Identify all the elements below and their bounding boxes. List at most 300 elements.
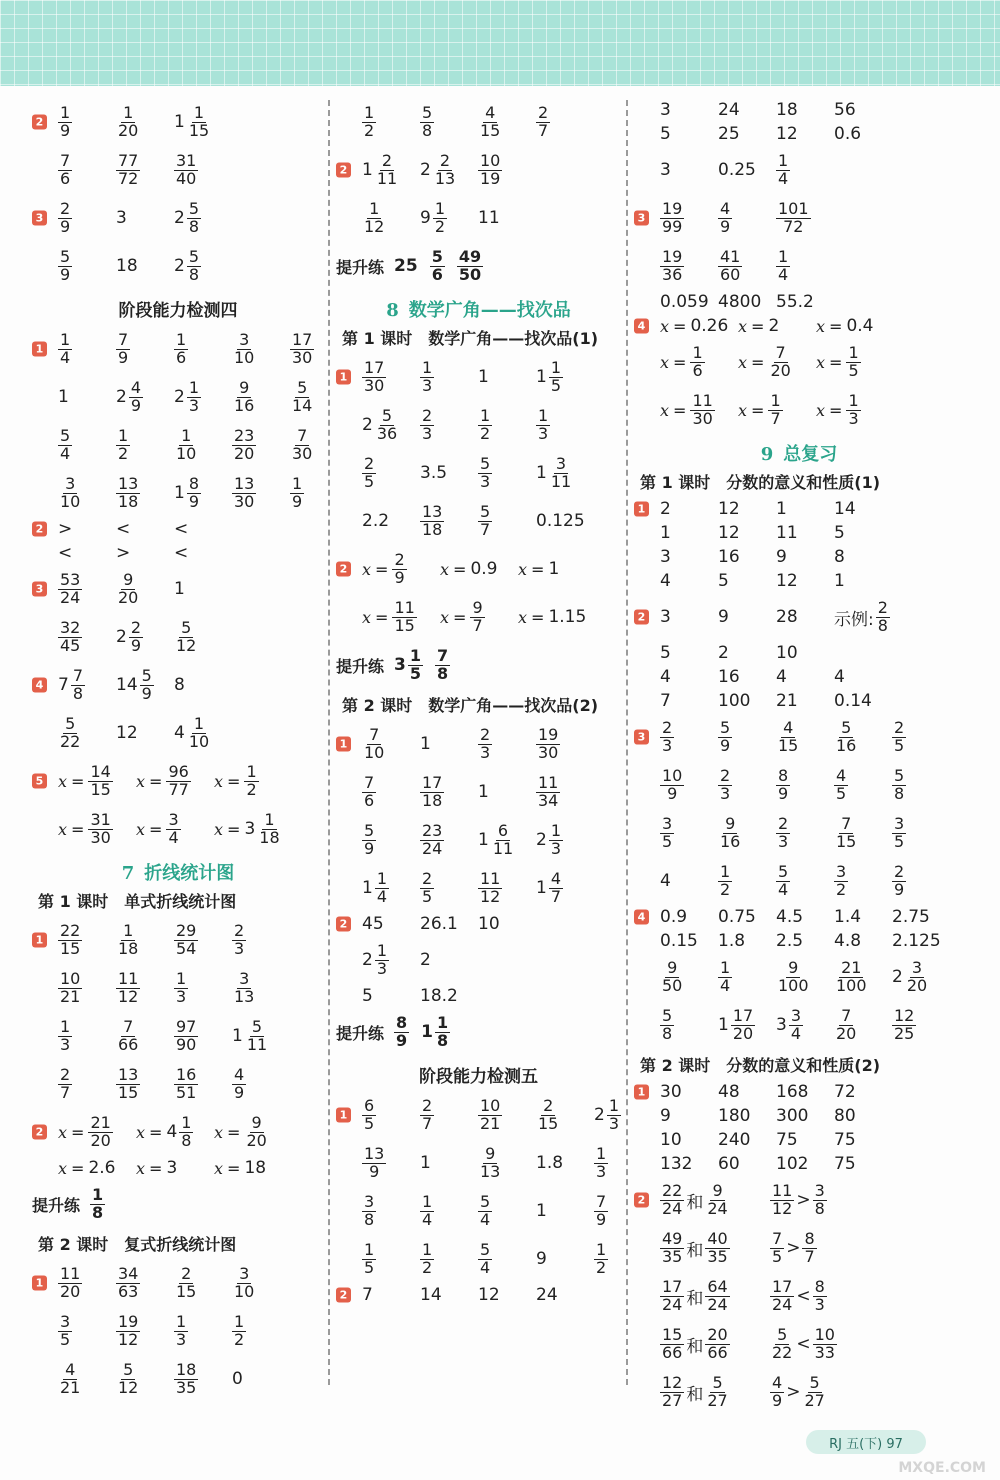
answer-cell: [394, 645, 423, 683]
answer-cell: [718, 100, 776, 120]
answer-row: [336, 864, 621, 912]
lesson-title: 数学广角——找次品(2): [428, 696, 599, 715]
answer-row: [336, 1235, 621, 1283]
answer-row: [32, 709, 324, 757]
numerator: 5: [480, 1191, 491, 1211]
numerator: 14: [90, 761, 111, 781]
answer-value: 1: [834, 571, 845, 591]
numerator: 9: [725, 813, 736, 833]
fraction: [770, 1180, 794, 1218]
answer-cell: [738, 342, 816, 380]
denominator: 10: [234, 1281, 255, 1301]
answer-value: 56: [834, 100, 856, 120]
question-number-badge: 1: [32, 933, 47, 948]
fraction: [140, 665, 154, 703]
answer-row: [634, 146, 964, 194]
answer-value: 2: [768, 316, 780, 336]
fraction: [58, 713, 82, 751]
answer-cell: [718, 717, 776, 755]
whole-number: 1: [536, 463, 547, 483]
denominator: 3: [422, 375, 433, 395]
answer-cell: [718, 292, 776, 312]
fraction: [290, 329, 314, 367]
answer-value: 0.9: [660, 907, 688, 927]
denominator: 8: [877, 615, 888, 635]
fraction: [802, 1372, 826, 1410]
fraction: [58, 102, 72, 140]
fraction: [435, 1012, 450, 1050]
fraction: [536, 724, 560, 762]
fraction: [478, 453, 492, 491]
answer-value: 0.4: [846, 316, 874, 336]
numerator: 4: [783, 717, 794, 737]
variable-x: x: [816, 400, 826, 420]
numerator: 7: [297, 425, 308, 445]
denominator: 9: [394, 567, 405, 587]
numerator: 13: [364, 1143, 385, 1163]
answer-cell: [58, 809, 136, 847]
numerator: 2: [234, 920, 245, 940]
fraction: [718, 246, 742, 284]
answer-cell: [660, 957, 718, 995]
answer-row: [634, 761, 964, 809]
fraction: [549, 357, 563, 395]
denominator: 13: [234, 986, 255, 1006]
numerator: 5: [422, 102, 433, 122]
fraction: [71, 665, 85, 703]
equals-sign: =: [531, 559, 545, 579]
answer-cell: [776, 246, 834, 284]
fraction: [892, 717, 906, 755]
numerator: 1: [264, 809, 275, 829]
equals-sign: =: [673, 352, 687, 372]
answer-cell: [214, 761, 292, 799]
whole-number: 1: [536, 367, 547, 387]
answer-cell: [536, 724, 594, 762]
answer-cell: [362, 198, 420, 236]
variable-x: x: [518, 559, 528, 579]
answer-value: 5: [362, 986, 373, 1006]
numerator: 5: [480, 501, 491, 521]
answer-value: 7: [660, 691, 671, 711]
answer-cell: [660, 100, 718, 120]
answer-cell: [718, 571, 776, 591]
numerator: 1: [60, 1016, 71, 1036]
section-title: 阶段能力检测四: [118, 301, 238, 321]
numerator: 1: [720, 957, 731, 977]
numerator: 1: [692, 342, 703, 362]
fraction: [392, 597, 416, 635]
fraction: [116, 1064, 140, 1102]
answer-row: [634, 689, 964, 713]
fraction: [187, 377, 201, 415]
answer-row: [336, 936, 621, 984]
answer-value: 25: [718, 124, 740, 144]
answer-cell: [892, 957, 950, 995]
answer-value: 3: [166, 1158, 178, 1178]
site-watermark: MXQE.COM: [898, 1460, 986, 1476]
lesson-heading: [342, 693, 621, 716]
answer-value: 14: [420, 1285, 442, 1305]
equals-sign: =: [227, 771, 241, 791]
variable-x: x: [738, 400, 748, 420]
fraction: [116, 968, 140, 1006]
numerator: 77: [118, 150, 139, 170]
answer-value: 5: [834, 523, 845, 543]
fraction: [776, 717, 800, 755]
answer-cell: [738, 390, 816, 428]
fraction: [174, 329, 188, 367]
fraction: [536, 102, 550, 140]
answer-cell: [116, 920, 174, 958]
fraction: [174, 1263, 198, 1301]
denominator: 9: [234, 1082, 245, 1102]
fraction: [718, 861, 732, 899]
fraction: [660, 246, 684, 284]
numerator: 1: [434, 198, 446, 218]
equals-sign: =: [673, 400, 687, 420]
denominator: 3: [720, 783, 731, 803]
numerator: 23: [234, 425, 255, 445]
answer-cell: [718, 160, 776, 180]
denominator: 3: [596, 1161, 607, 1181]
answer-value: 2.75: [892, 907, 930, 927]
fraction: [166, 761, 190, 799]
answer-cell: [660, 1005, 718, 1043]
extension-practice-label: 提升练: [336, 656, 385, 676]
numerator: 1: [60, 102, 71, 122]
numerator: 3: [239, 968, 250, 988]
numerator: 1: [364, 1239, 375, 1259]
answer-cell: [362, 405, 420, 443]
pair-connector: 和: [686, 1192, 704, 1213]
denominator: 27: [662, 1390, 683, 1410]
fraction: [789, 1005, 803, 1043]
answer-value: 0.75: [718, 907, 756, 927]
numerator: 3: [364, 1191, 375, 1211]
fraction: [375, 940, 389, 978]
fraction: [705, 1180, 729, 1218]
answer-cell: [478, 782, 536, 802]
answer-row: [634, 713, 964, 761]
denominator: 5: [422, 886, 433, 906]
fraction: [690, 390, 714, 428]
answer-cell: [718, 931, 776, 951]
numerator: 20: [707, 1324, 728, 1344]
answer-value: 45: [362, 914, 384, 934]
fraction: [408, 645, 423, 683]
denominator: 12: [118, 986, 139, 1006]
answer-cell: [362, 986, 420, 1006]
answer-cell: [834, 1130, 892, 1150]
answer-value: <: [116, 519, 131, 539]
answer-row: [634, 242, 964, 290]
variable-x: x: [214, 1158, 224, 1178]
answer-value: 10: [478, 914, 500, 934]
denominator: 20: [118, 587, 139, 607]
question-number-badge: 4: [32, 678, 47, 693]
answer-cell: [420, 501, 478, 539]
pair-connector: 和: [686, 1336, 704, 1357]
numerator: 7: [72, 665, 84, 685]
answer-value: 12: [776, 571, 798, 591]
fraction: [435, 645, 450, 683]
answer-cell: [116, 543, 174, 563]
denominator: 2: [596, 1257, 607, 1277]
denominator: 3: [422, 423, 433, 443]
fraction: [768, 342, 792, 380]
answer-row: [634, 1320, 964, 1368]
numerator: 1: [123, 102, 134, 122]
denominator: 30: [234, 491, 255, 511]
denominator: 16: [720, 831, 741, 851]
fraction: [660, 1372, 684, 1410]
numerator: 1: [437, 1012, 449, 1032]
whole-number: 2: [362, 950, 373, 970]
denominator: 3: [480, 742, 491, 762]
variable-x: x: [214, 819, 224, 839]
fraction: [174, 150, 198, 188]
answer-cell: [718, 547, 776, 567]
numerator: 7: [775, 342, 786, 362]
denominator: 30: [538, 742, 559, 762]
numerator: 13: [118, 1064, 139, 1084]
numerator: 2: [894, 861, 905, 881]
whole-number: 2: [174, 208, 185, 228]
answer-row: [336, 912, 621, 936]
numerator: 31: [176, 150, 197, 170]
question-number-badge: 1: [32, 342, 47, 357]
denominator: 3: [480, 471, 491, 491]
answer-cell: [116, 1359, 174, 1397]
answer-cell: [58, 543, 116, 563]
answer-cell: [435, 645, 450, 683]
denominator: 12: [118, 1377, 139, 1397]
fraction: [232, 1263, 256, 1301]
denominator: 40: [176, 168, 197, 188]
fraction: [594, 1239, 608, 1277]
answer-cell: [440, 597, 518, 635]
fraction: [420, 1191, 434, 1229]
denominator: 6: [431, 264, 443, 284]
variable-x: x: [58, 1158, 68, 1178]
fraction: [58, 1064, 72, 1102]
lesson-number: 第 1 课时: [640, 473, 711, 492]
answer-cell: [478, 1285, 536, 1305]
denominator: 2: [246, 779, 257, 799]
answer-value: 168: [776, 1082, 809, 1102]
denominator: 24: [422, 838, 443, 858]
answer-cell: [232, 1064, 290, 1102]
fraction: [116, 150, 140, 188]
numerator: 1: [234, 1311, 245, 1331]
answer-cell: [232, 329, 290, 367]
fraction: [375, 405, 399, 443]
answer-cell: [776, 907, 834, 927]
answer-row: [634, 929, 964, 953]
answer-cell: [136, 761, 214, 799]
fraction: [232, 920, 246, 958]
fraction: [290, 473, 304, 511]
fraction: [174, 1064, 198, 1102]
example-label: 示例:: [834, 609, 874, 630]
answer-column-2: [336, 98, 621, 1307]
denominator: 66: [707, 1342, 728, 1362]
denominator: 36: [662, 264, 683, 284]
numerator: 3: [60, 1311, 71, 1331]
answer-cell: [420, 1153, 478, 1173]
answer-value: 1.15: [548, 607, 587, 627]
variable-x: x: [362, 559, 372, 579]
denominator: 9: [60, 120, 71, 140]
numerator: 13: [234, 473, 255, 493]
answer-cell: [420, 150, 478, 188]
answer-value: 1: [548, 559, 560, 579]
variable-x: x: [738, 316, 748, 336]
whole-number: 1: [174, 483, 185, 503]
denominator: 2: [480, 423, 491, 443]
whole-number: 7: [58, 675, 69, 695]
fraction: [116, 329, 130, 367]
answer-value: 1.4: [834, 907, 862, 927]
numerator: 2: [422, 1095, 433, 1115]
denominator: 21: [60, 1377, 81, 1397]
denominator: 16: [836, 735, 857, 755]
denominator: 5: [60, 1329, 71, 1349]
numerator: 1: [181, 425, 192, 445]
denominator: 8: [437, 1030, 449, 1050]
answer-row: [32, 517, 324, 541]
answer-cell: [362, 940, 420, 978]
answer-cell: [776, 813, 834, 851]
answer-cell: [116, 1016, 174, 1054]
denominator: 24: [662, 1294, 683, 1314]
numerator: 1: [596, 1143, 607, 1163]
fraction: [813, 1180, 827, 1218]
denominator: 10: [176, 443, 197, 463]
denominator: 90: [176, 1034, 197, 1054]
answer-row: [336, 353, 621, 401]
denominator: 8: [92, 1202, 104, 1222]
answer-cell: [660, 871, 718, 891]
denominator: 45: [60, 635, 81, 655]
answer-cell: [660, 499, 718, 519]
equals-sign: =: [375, 607, 389, 627]
answer-cell: [232, 968, 290, 1006]
numerator: 7: [123, 1016, 134, 1036]
answer-cell: [816, 390, 894, 428]
answer-cell: [660, 717, 718, 755]
denominator: 9: [60, 264, 71, 284]
answer-cell: [660, 691, 718, 711]
fraction: [116, 1359, 140, 1397]
answer-row: [336, 1139, 621, 1187]
numerator: 53: [60, 569, 81, 589]
numerator: 11: [60, 1263, 81, 1283]
fraction: [478, 868, 502, 906]
answer-cell: [660, 1082, 718, 1102]
answer-cell: [362, 820, 420, 858]
answer-cell: [232, 425, 290, 463]
numerator: 1: [118, 425, 129, 445]
answer-cell: [420, 357, 478, 395]
equals-sign: =: [751, 316, 765, 336]
variable-x: x: [660, 352, 670, 372]
answer-cell: [214, 1158, 292, 1178]
numerator: 5: [364, 820, 375, 840]
question-number-badge: 3: [32, 582, 47, 597]
numerator: 5: [60, 246, 71, 266]
denominator: 15: [176, 1281, 197, 1301]
denominator: 18: [259, 827, 280, 847]
numerator: 5: [480, 453, 491, 473]
answer-cell: [770, 1228, 880, 1266]
equals-sign: =: [227, 1122, 241, 1142]
denominator: 9: [292, 491, 303, 511]
answer-cell: [116, 1064, 174, 1102]
numerator: 7: [841, 813, 852, 833]
numerator: 17: [662, 1276, 683, 1296]
denominator: 15: [778, 735, 799, 755]
numerator: 7: [596, 1191, 607, 1211]
numerator: 3: [790, 1005, 802, 1025]
variable-x: x: [362, 607, 372, 627]
answer-cell: [58, 665, 116, 703]
fraction: [660, 765, 684, 803]
answer-cell: [776, 765, 834, 803]
answer-value: 1: [478, 367, 489, 387]
answer-value: 75: [834, 1130, 856, 1150]
fraction: [660, 717, 674, 755]
answer-cell: [58, 425, 116, 463]
answer-cell: [892, 717, 950, 755]
numerator: 7: [364, 772, 375, 792]
answer-cell: [58, 246, 116, 284]
answer-cell: [362, 357, 420, 395]
variable-x: x: [440, 607, 450, 627]
answer-cell: [58, 387, 116, 407]
numerator: 1: [596, 1239, 607, 1259]
numerator: 11: [772, 1180, 793, 1200]
fraction: [362, 1239, 376, 1277]
answer-cell: [362, 1095, 420, 1133]
answer-cell: [116, 425, 174, 463]
denominator: 6: [176, 347, 187, 367]
answer-cell: [58, 1016, 116, 1054]
denominator: 5: [364, 1257, 375, 1277]
answer-cell: [362, 1285, 420, 1305]
answer-cell: [816, 342, 894, 380]
fraction: [420, 405, 434, 443]
pair-connector: 和: [686, 1384, 704, 1405]
answer-cell: [536, 453, 594, 491]
fraction: [834, 957, 869, 995]
answer-cell: [660, 907, 718, 927]
fraction: [718, 957, 732, 995]
fraction: [232, 968, 256, 1006]
answer-row: [336, 401, 621, 449]
answer-cell: [478, 1143, 536, 1181]
answer-value: 1: [776, 499, 787, 519]
fraction: [232, 425, 256, 463]
numerator: 1: [848, 342, 859, 362]
numerator: 6: [497, 820, 509, 840]
numerator: 10: [480, 150, 501, 170]
answer-cell: [362, 1143, 420, 1181]
denominator: 4: [60, 347, 71, 367]
chapter-number: 8: [386, 300, 399, 321]
equals-sign: =: [149, 819, 163, 839]
